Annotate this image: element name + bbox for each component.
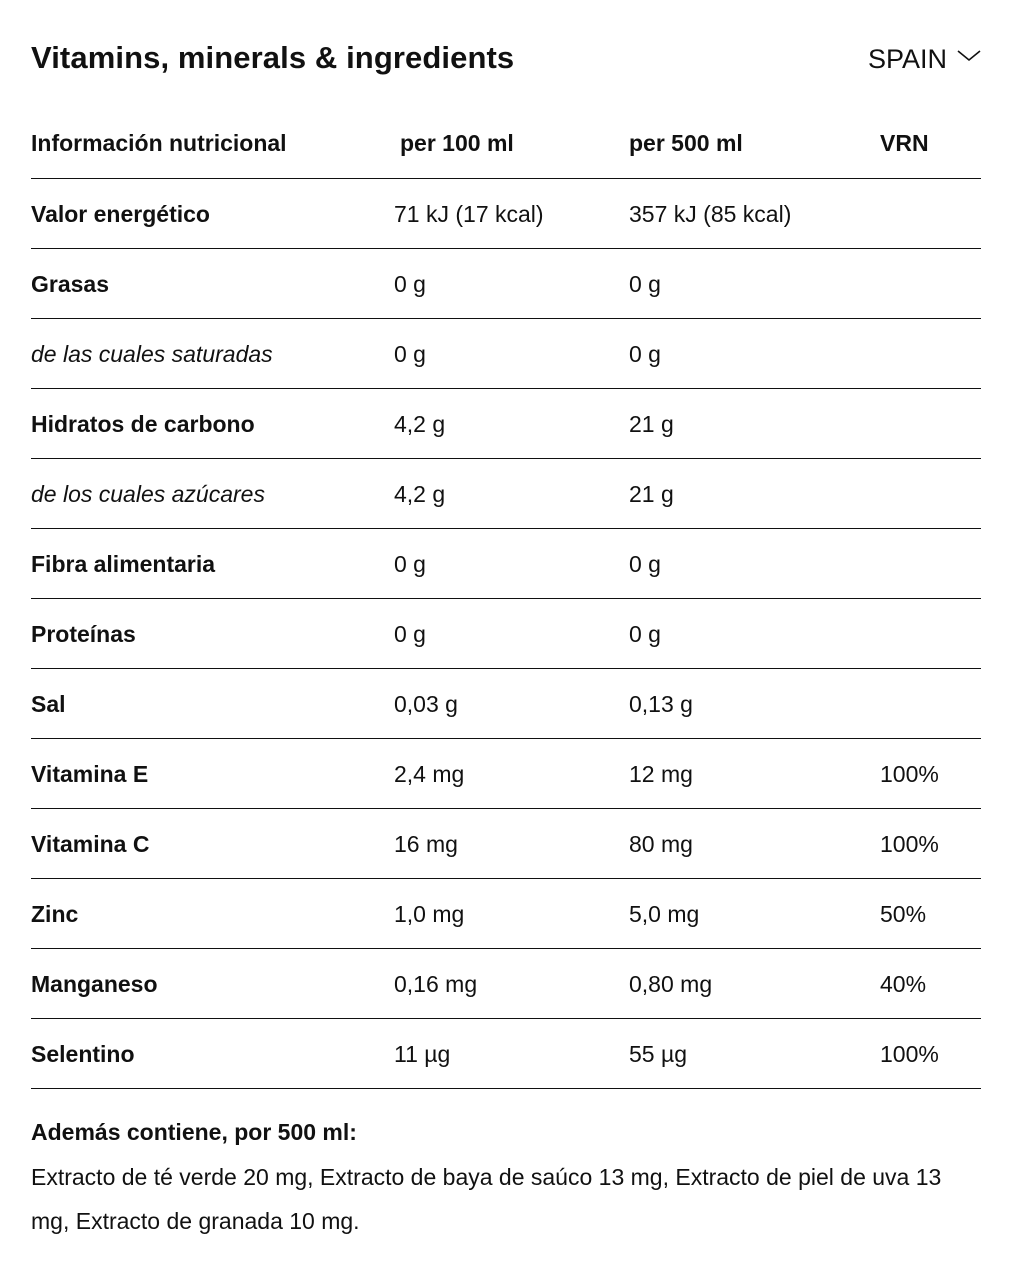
table-body	[31, 179, 981, 1089]
nutrient-name: Manganeso	[31, 971, 158, 997]
nutrient-name: Valor energético	[31, 201, 210, 227]
value-per-500ml: 0 g	[629, 621, 661, 647]
value-per-500ml: 21 g	[629, 481, 674, 507]
value-per-100ml: 0 g	[394, 551, 426, 577]
value-per-500ml: 21 g	[629, 411, 674, 437]
column-header-nutrition-info: Información nutricional	[31, 130, 287, 156]
table-row	[31, 809, 981, 879]
value-per-500ml: 5,0 mg	[629, 901, 700, 927]
table-header	[31, 109, 981, 179]
value-per-100ml: 1,0 mg	[394, 901, 465, 927]
value-per-100ml: 0 g	[394, 341, 426, 367]
value-per-500ml: 0 g	[629, 341, 661, 367]
value-per-500ml: 0,13 g	[629, 691, 693, 717]
value-per-500ml: 0,80 mg	[629, 971, 713, 997]
nutrient-name: Grasas	[31, 271, 110, 297]
nutrient-name: Selentino	[31, 1041, 135, 1067]
chevron-down-icon	[957, 49, 981, 63]
table-row	[31, 459, 981, 529]
country-select[interactable]	[868, 44, 981, 75]
nutrient-name: Sal	[31, 691, 66, 717]
table-row	[31, 389, 981, 459]
value-per-500ml: 80 mg	[629, 831, 693, 857]
value-per-500ml: 12 mg	[629, 761, 693, 787]
section-header	[31, 36, 981, 84]
column-header-per-100ml: per 100 ml	[400, 130, 514, 156]
table-row	[31, 879, 981, 949]
value-per-500ml: 0 g	[629, 551, 661, 577]
nutrient-name: Vitamina E	[31, 761, 149, 787]
extra-ingredients	[31, 1109, 986, 1243]
value-per-100ml: 0,03 g	[394, 691, 458, 717]
nutrient-name: Vitamina C	[31, 831, 150, 857]
table-row	[31, 179, 981, 249]
value-vrn: 100%	[880, 761, 939, 787]
nutrient-name: de las cuales saturadas	[31, 341, 273, 367]
value-per-100ml: 4,2 g	[394, 411, 446, 437]
value-per-100ml: 0 g	[394, 621, 426, 647]
nutrient-name: Zinc	[31, 901, 79, 927]
extra-ingredients-title: Además contiene, por 500 ml:	[31, 1119, 357, 1145]
value-per-100ml: 4,2 g	[394, 481, 446, 507]
value-per-500ml: 357 kJ (85 kcal)	[629, 201, 792, 227]
page-title: Vitamins, minerals & ingredients	[31, 40, 515, 75]
value-vrn: 40%	[880, 971, 927, 997]
column-header-per-500ml: per 500 ml	[629, 130, 743, 156]
value-per-100ml: 2,4 mg	[394, 761, 465, 787]
value-vrn: 50%	[880, 901, 927, 927]
table-row	[31, 739, 981, 809]
value-per-100ml: 11 µg	[394, 1041, 451, 1067]
nutrient-name: Hidratos de carbono	[31, 411, 255, 437]
nutrient-name: de los cuales azúcares	[31, 481, 265, 507]
nutrient-name: Fibra alimentaria	[31, 551, 216, 577]
value-per-500ml: 55 µg	[629, 1041, 688, 1067]
table-row	[31, 599, 981, 669]
table-row	[31, 319, 981, 389]
table-row	[31, 1019, 981, 1089]
nutrient-name: Proteínas	[31, 621, 136, 647]
value-per-100ml: 71 kJ (17 kcal)	[394, 201, 544, 227]
extra-ingredients-text: Extracto de té verde 20 mg, Extracto de baya de saúco 13 mg, Extracto de piel de uva 13 mg, Extracto de granada 10 mg.	[31, 1164, 942, 1234]
column-header-vrn: VRN	[880, 130, 929, 156]
country-label: SPAIN	[867, 44, 947, 74]
value-per-500ml: 0 g	[629, 271, 661, 297]
nutrition-table	[31, 109, 981, 1089]
table-row	[31, 669, 981, 739]
table-row	[31, 249, 981, 319]
table-row	[31, 949, 981, 1019]
value-per-100ml: 0,16 mg	[394, 971, 478, 997]
table-row	[31, 529, 981, 599]
value-per-100ml: 16 mg	[394, 831, 458, 857]
value-vrn: 100%	[880, 831, 939, 857]
value-per-100ml: 0 g	[394, 271, 426, 297]
value-vrn: 100%	[880, 1041, 939, 1067]
